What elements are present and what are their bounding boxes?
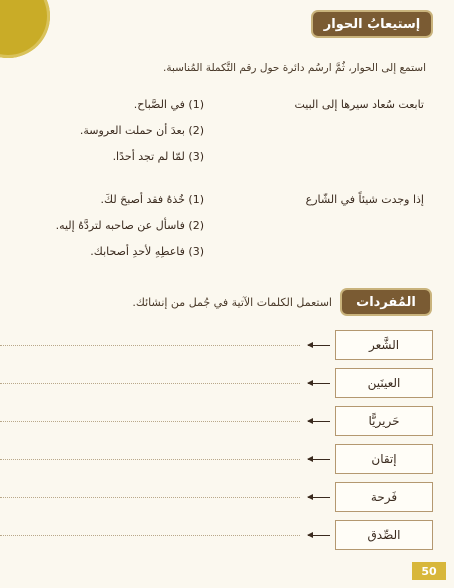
word-box-4: إتقان: [335, 444, 433, 474]
question-2-option-3[interactable]: (3) فاعطِهِ لأحدِ أصحابك.: [90, 245, 204, 258]
word-box-6: الصِّدق: [335, 520, 433, 550]
lesson-badge: [0, 0, 50, 58]
answer-line-5[interactable]: [0, 497, 300, 498]
comprehension-instruction: استمع إلى الحوار، ثُمَّ ارسُم دائرة حول رقم التَّكملة المُناسبة.: [162, 62, 426, 74]
question-2-option-1[interactable]: (1) خُذهُ فقد أصبحَ لكَ.: [100, 193, 204, 206]
vocabulary-instruction: استعمل الكلمات الآتية في جُمل من إنشائك.: [132, 296, 332, 309]
arrow-icon: [308, 535, 330, 536]
question-1-prompt: تابعت سُعاد سيرها إلى البيت: [294, 98, 424, 111]
arrow-icon: [308, 497, 330, 498]
word-box-5: فَرحة: [335, 482, 433, 512]
answer-line-6[interactable]: [0, 535, 300, 536]
question-1-option-2[interactable]: (2) بعدَ أن حملت العروسة.: [79, 124, 204, 137]
word-box-2: العينَين: [335, 368, 433, 398]
question-2-option-2[interactable]: (2) فاسأل عن صاحبه لتردَّهُ إليه.: [55, 219, 204, 232]
arrow-icon: [308, 459, 330, 460]
answer-line-2[interactable]: [0, 383, 300, 384]
word-box-3: حَريريًّا: [335, 406, 433, 436]
section-title-comprehension: إستيعابُ الحوار: [313, 12, 431, 36]
arrow-icon: [308, 383, 330, 384]
question-1-option-1[interactable]: (1) في الصَّباح.: [133, 98, 204, 111]
word-box-1: الشَّعر: [335, 330, 433, 360]
answer-line-1[interactable]: [0, 345, 300, 346]
answer-line-3[interactable]: [0, 421, 300, 422]
arrow-icon: [308, 345, 330, 346]
page-number: 50: [412, 562, 446, 580]
question-1-option-3[interactable]: (3) لمّا لم تجد أحدًا.: [112, 150, 204, 163]
arrow-icon: [308, 421, 330, 422]
answer-line-4[interactable]: [0, 459, 300, 460]
question-2-prompt: إذا وجدت شيئاً في الشّارع: [305, 193, 424, 206]
section-title-vocabulary: المُفردات: [342, 290, 430, 314]
